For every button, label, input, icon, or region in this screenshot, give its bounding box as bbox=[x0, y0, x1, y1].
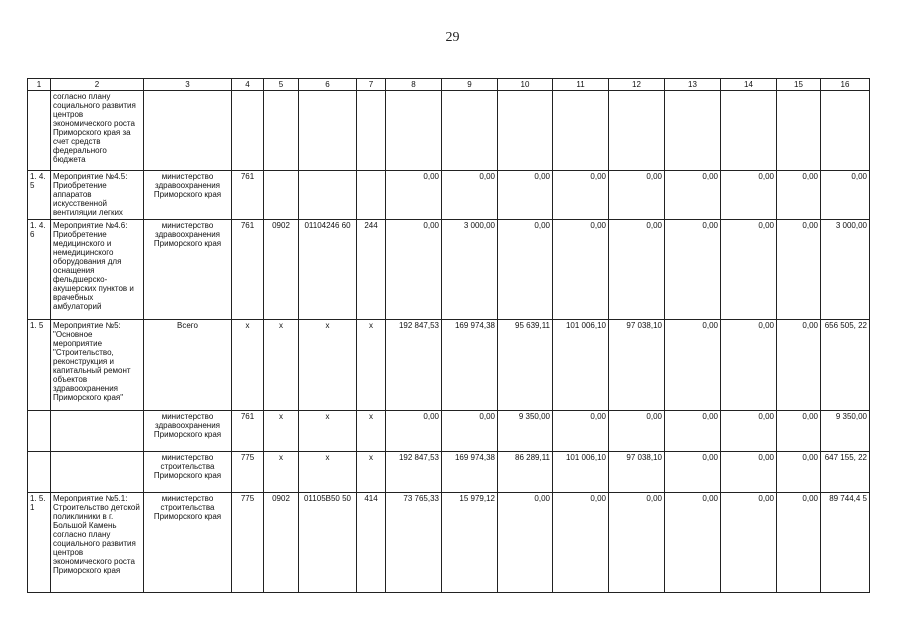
table-cell: 0,00 bbox=[721, 411, 777, 452]
table-cell: 761 bbox=[232, 171, 264, 220]
table-row bbox=[28, 171, 870, 220]
table-cell: 1. 4. 5 bbox=[28, 171, 51, 220]
table-cell: 192 847,53 bbox=[386, 452, 442, 493]
table-cell bbox=[777, 91, 821, 171]
column-header: 15 bbox=[777, 79, 821, 91]
table-cell: 73 765,33 bbox=[386, 493, 442, 593]
table-cell bbox=[28, 91, 51, 171]
column-header: 11 bbox=[553, 79, 609, 91]
table-cell: 0,00 bbox=[777, 452, 821, 493]
table-cell: 0,00 bbox=[777, 411, 821, 452]
table-cell: 656 505, 22 bbox=[821, 320, 870, 411]
column-header: 6 bbox=[299, 79, 357, 91]
table-cell bbox=[821, 91, 870, 171]
table-cell: x bbox=[357, 320, 386, 411]
column-header: 10 bbox=[498, 79, 553, 91]
column-header: 13 bbox=[665, 79, 721, 91]
table-cell bbox=[28, 452, 51, 493]
table-cell bbox=[498, 91, 553, 171]
table-cell: 15 979,12 bbox=[442, 493, 498, 593]
table-cell bbox=[553, 91, 609, 171]
table-row bbox=[28, 411, 870, 452]
table-header-row bbox=[28, 79, 870, 91]
table-cell: 9 350,00 bbox=[821, 411, 870, 452]
table-cell: 0,00 bbox=[721, 493, 777, 593]
table-cell bbox=[144, 91, 232, 171]
table-cell: министерство здравоохранения Приморского края bbox=[144, 220, 232, 320]
table-cell: 0,00 bbox=[665, 320, 721, 411]
table-cell: 0,00 bbox=[777, 493, 821, 593]
table-cell: министерство строительства Приморского края bbox=[144, 452, 232, 493]
table-cell: 101 006,10 bbox=[553, 452, 609, 493]
table-cell bbox=[386, 91, 442, 171]
column-header: 5 bbox=[264, 79, 299, 91]
table-cell: 0,00 bbox=[777, 320, 821, 411]
table-row bbox=[28, 220, 870, 320]
table-cell bbox=[264, 171, 299, 220]
table-cell: министерство строительства Приморского края bbox=[144, 493, 232, 593]
table-cell: 0,00 bbox=[721, 452, 777, 493]
table-cell bbox=[299, 91, 357, 171]
table-cell: 101 006,10 bbox=[553, 320, 609, 411]
budget-table bbox=[27, 78, 870, 593]
table-cell: 0,00 bbox=[553, 220, 609, 320]
table-cell: 0,00 bbox=[665, 452, 721, 493]
table-cell bbox=[357, 91, 386, 171]
table-cell: x bbox=[264, 320, 299, 411]
table-cell: 0,00 bbox=[777, 220, 821, 320]
table-row bbox=[28, 91, 870, 171]
table-cell: 0,00 bbox=[721, 220, 777, 320]
table-cell: 761 bbox=[232, 411, 264, 452]
table-cell: 0,00 bbox=[442, 411, 498, 452]
table-cell: 0,00 bbox=[665, 220, 721, 320]
table-cell: 0,00 bbox=[721, 320, 777, 411]
table-cell: 775 bbox=[232, 493, 264, 593]
table-row bbox=[28, 493, 870, 593]
table-cell: 9 350,00 bbox=[498, 411, 553, 452]
table-cell bbox=[721, 91, 777, 171]
table-cell bbox=[51, 452, 144, 493]
table-cell: 86 289,11 bbox=[498, 452, 553, 493]
table-cell: Мероприятие №5: "Основное мероприятие "Строительство, реконструкция и капитальный ремонт объектов здравоохранения Приморского края" bbox=[51, 320, 144, 411]
table-cell: 95 639,11 bbox=[498, 320, 553, 411]
column-header: 9 bbox=[442, 79, 498, 91]
table-cell: 3 000,00 bbox=[821, 220, 870, 320]
table-cell: 1. 4. 6 bbox=[28, 220, 51, 320]
table-cell bbox=[264, 91, 299, 171]
column-header: 2 bbox=[51, 79, 144, 91]
table-cell: 1. 5 bbox=[28, 320, 51, 411]
table-cell: 0,00 bbox=[386, 411, 442, 452]
table-cell: x bbox=[299, 320, 357, 411]
table-cell: 0,00 bbox=[665, 171, 721, 220]
table-cell: 0,00 bbox=[498, 493, 553, 593]
table-cell: 0,00 bbox=[386, 220, 442, 320]
table-cell bbox=[232, 91, 264, 171]
table-cell: 0,00 bbox=[665, 411, 721, 452]
table-cell: Мероприятие №5.1: Строительство детской поликлиники в г. Большой Камень согласно плану социального развития центров экономического роста Приморского края bbox=[51, 493, 144, 593]
table-cell bbox=[28, 411, 51, 452]
table-cell: 97 038,10 bbox=[609, 320, 665, 411]
table-cell: 97 038,10 bbox=[609, 452, 665, 493]
table-cell: 0,00 bbox=[777, 171, 821, 220]
table-cell: согласно плану социального развития центров экономического роста Приморского края за счет средств федерального бюджета bbox=[51, 91, 144, 171]
column-header: 7 bbox=[357, 79, 386, 91]
column-header: 16 bbox=[821, 79, 870, 91]
column-header: 12 bbox=[609, 79, 665, 91]
page-number: 29 bbox=[445, 30, 460, 45]
table-cell: 89 744,4 5 bbox=[821, 493, 870, 593]
table-cell: 0902 bbox=[264, 220, 299, 320]
table-cell: x bbox=[264, 452, 299, 493]
table-cell: министерство здравоохранения Приморского края bbox=[144, 171, 232, 220]
table-cell: 3 000,00 bbox=[442, 220, 498, 320]
table-cell: 0,00 bbox=[609, 493, 665, 593]
table-cell: 0,00 bbox=[609, 171, 665, 220]
table-cell: 0,00 bbox=[386, 171, 442, 220]
column-header: 1 bbox=[28, 79, 51, 91]
table-cell: 0,00 bbox=[665, 493, 721, 593]
table-row bbox=[28, 320, 870, 411]
table-cell: 192 847,53 bbox=[386, 320, 442, 411]
table-cell: x bbox=[357, 411, 386, 452]
table-cell bbox=[299, 171, 357, 220]
table-cell: x bbox=[299, 411, 357, 452]
table-cell: 169 974,38 bbox=[442, 452, 498, 493]
table-cell: 0,00 bbox=[609, 220, 665, 320]
table-cell: 169 974,38 bbox=[442, 320, 498, 411]
table-cell: 414 bbox=[357, 493, 386, 593]
column-header: 4 bbox=[232, 79, 264, 91]
table-cell bbox=[51, 411, 144, 452]
table-cell: Мероприятие №4.6: Приобретение медицинского и немедицинского оборудования для оснащения фельдшерско-акушерских пунктов и врачебных амбулаторий bbox=[51, 220, 144, 320]
table-cell: 1. 5. 1 bbox=[28, 493, 51, 593]
table-cell: 0,00 bbox=[821, 171, 870, 220]
table-cell: 01105B50 50 bbox=[299, 493, 357, 593]
table-cell: 0,00 bbox=[498, 171, 553, 220]
table-cell bbox=[609, 91, 665, 171]
table-cell: 0902 bbox=[264, 493, 299, 593]
table-cell: 647 155, 22 bbox=[821, 452, 870, 493]
table-row bbox=[28, 452, 870, 493]
table-cell bbox=[665, 91, 721, 171]
table-cell: 0,00 bbox=[609, 411, 665, 452]
table-cell bbox=[442, 91, 498, 171]
table-cell: x bbox=[357, 452, 386, 493]
table-cell: 0,00 bbox=[721, 171, 777, 220]
table-cell bbox=[357, 171, 386, 220]
table-cell: x bbox=[299, 452, 357, 493]
table-cell: министерство здравоохранения Приморского края bbox=[144, 411, 232, 452]
table-cell: 0,00 bbox=[553, 171, 609, 220]
table-cell: 0,00 bbox=[553, 493, 609, 593]
table-cell: Всего bbox=[144, 320, 232, 411]
table-cell: 244 bbox=[357, 220, 386, 320]
table-cell: Мероприятие №4.5: Приобретение аппаратов искусственной вентиляции легких bbox=[51, 171, 144, 220]
table-cell: x bbox=[232, 320, 264, 411]
column-header: 8 bbox=[386, 79, 442, 91]
table-cell: 0,00 bbox=[498, 220, 553, 320]
table-cell: 01104246 60 bbox=[299, 220, 357, 320]
column-header: 14 bbox=[721, 79, 777, 91]
column-header: 3 bbox=[144, 79, 232, 91]
table-cell: 775 bbox=[232, 452, 264, 493]
table-cell: 0,00 bbox=[553, 411, 609, 452]
table-cell: 761 bbox=[232, 220, 264, 320]
table-cell: x bbox=[264, 411, 299, 452]
table-cell: 0,00 bbox=[442, 171, 498, 220]
